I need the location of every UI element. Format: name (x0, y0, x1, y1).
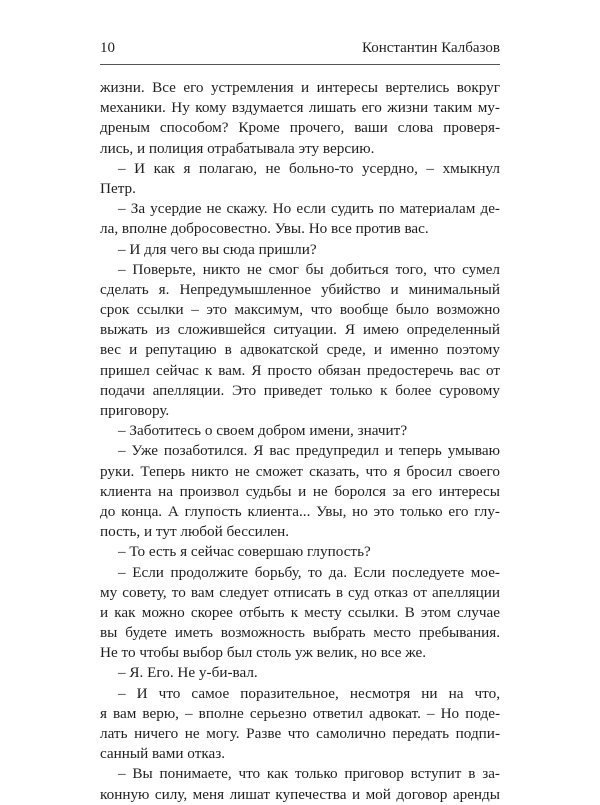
body-text (100, 78, 500, 805)
text-line: – То есть я сейчас совершаю глупость? (118, 543, 371, 561)
text-line: клиента на произвол судьбы и не боролся за его интересы (100, 482, 500, 500)
text-line: пришел сейчас к вам. Я просто обязан предостеречь вас от (100, 361, 500, 379)
text-line: Не то чтобы выбор был столь уж велик, но все же. (100, 644, 427, 662)
header-rule (100, 64, 500, 65)
text-line: – Заботитесь о своем добром имени, значит? (118, 422, 408, 440)
text-line: – За усердие не скажу. Но если судить по материалам де- (118, 200, 500, 218)
text-line: вес и репутацию в адвокатской среде, и именно поэтому (100, 341, 500, 359)
text-line: санный вами отказ. (100, 745, 226, 763)
text-line: – Если продолжите борьбу, то да. Если последуете мое- (118, 563, 500, 581)
text-line: – Поверьте, никто не смог бы добиться того, что сумел (118, 260, 500, 278)
text-line: лись, и полиция отрабатывала эту версию. (100, 139, 375, 157)
text-line: – И что самое поразительное, несмотря ни на что, (118, 684, 500, 702)
text-line: Петр. (100, 179, 136, 197)
text-line: – Я. Его. Не у-би-вал. (118, 664, 258, 682)
text-line: дреным способом? Кроме прочего, ваши слова проверя- (100, 119, 500, 137)
text-line: до конца. А глупость клиента... Увы, но это только его глу- (100, 502, 500, 520)
text-line: сделать я. Непредумышленное убийство и минимальный (100, 280, 500, 298)
page-header (100, 38, 500, 60)
page-number: 10 (100, 40, 115, 56)
text-line: му совету, то вам следует отписать в суд отказ от апелляции (100, 583, 500, 601)
text-line: руки. Теперь никто не сможет сказать, что я бросил своего (100, 462, 500, 480)
text-line: – Уже позаботился. Я вас предупредил и теперь умываю (118, 442, 500, 460)
text-line: приговору. (100, 402, 170, 419)
text-line: – Вы понимаете, что как только приговор вступит в за- (118, 765, 500, 783)
text-line: срок ссылки – это максимум, что вообще было возможно (100, 301, 500, 319)
text-line: – И для чего вы сюда пришли? (118, 240, 317, 258)
text-line: я вам верю, – вполне серьезно ответил адвокат. – Но поде- (100, 704, 500, 722)
text-line: жизни. Все его устремления и интересы вертелись вокруг (100, 79, 500, 96)
text-line: вы будете иметь возможность выбрать место пребывания. (100, 624, 500, 642)
text-line: конную силу, меня лишат купечества и мой договор аренды (100, 785, 500, 803)
text-line: и как можно скорее отбыть к месту ссылки. В этом случае (100, 603, 500, 621)
text-line: лать ничего не могу. Разве что самолично передать подпи- (100, 725, 500, 742)
text-line: выжать из сложившейся ситуации. Я имею определенный (100, 321, 500, 339)
text-line: механики. Ну кому вздумается лишать его жизни таким му- (100, 99, 500, 117)
text-line: пость, и тут любой бессилен. (100, 523, 290, 541)
text-line: – И как я полагаю, не больно-то усердно, – хмыкнул (118, 159, 500, 177)
running-title: Константин Калбазов (361, 40, 500, 56)
text-line: ла, вполне добросовестно. Увы. Но все против вас. (100, 220, 429, 238)
text-line: подачи апелляции. Это приведет только к более суровому (100, 381, 500, 399)
